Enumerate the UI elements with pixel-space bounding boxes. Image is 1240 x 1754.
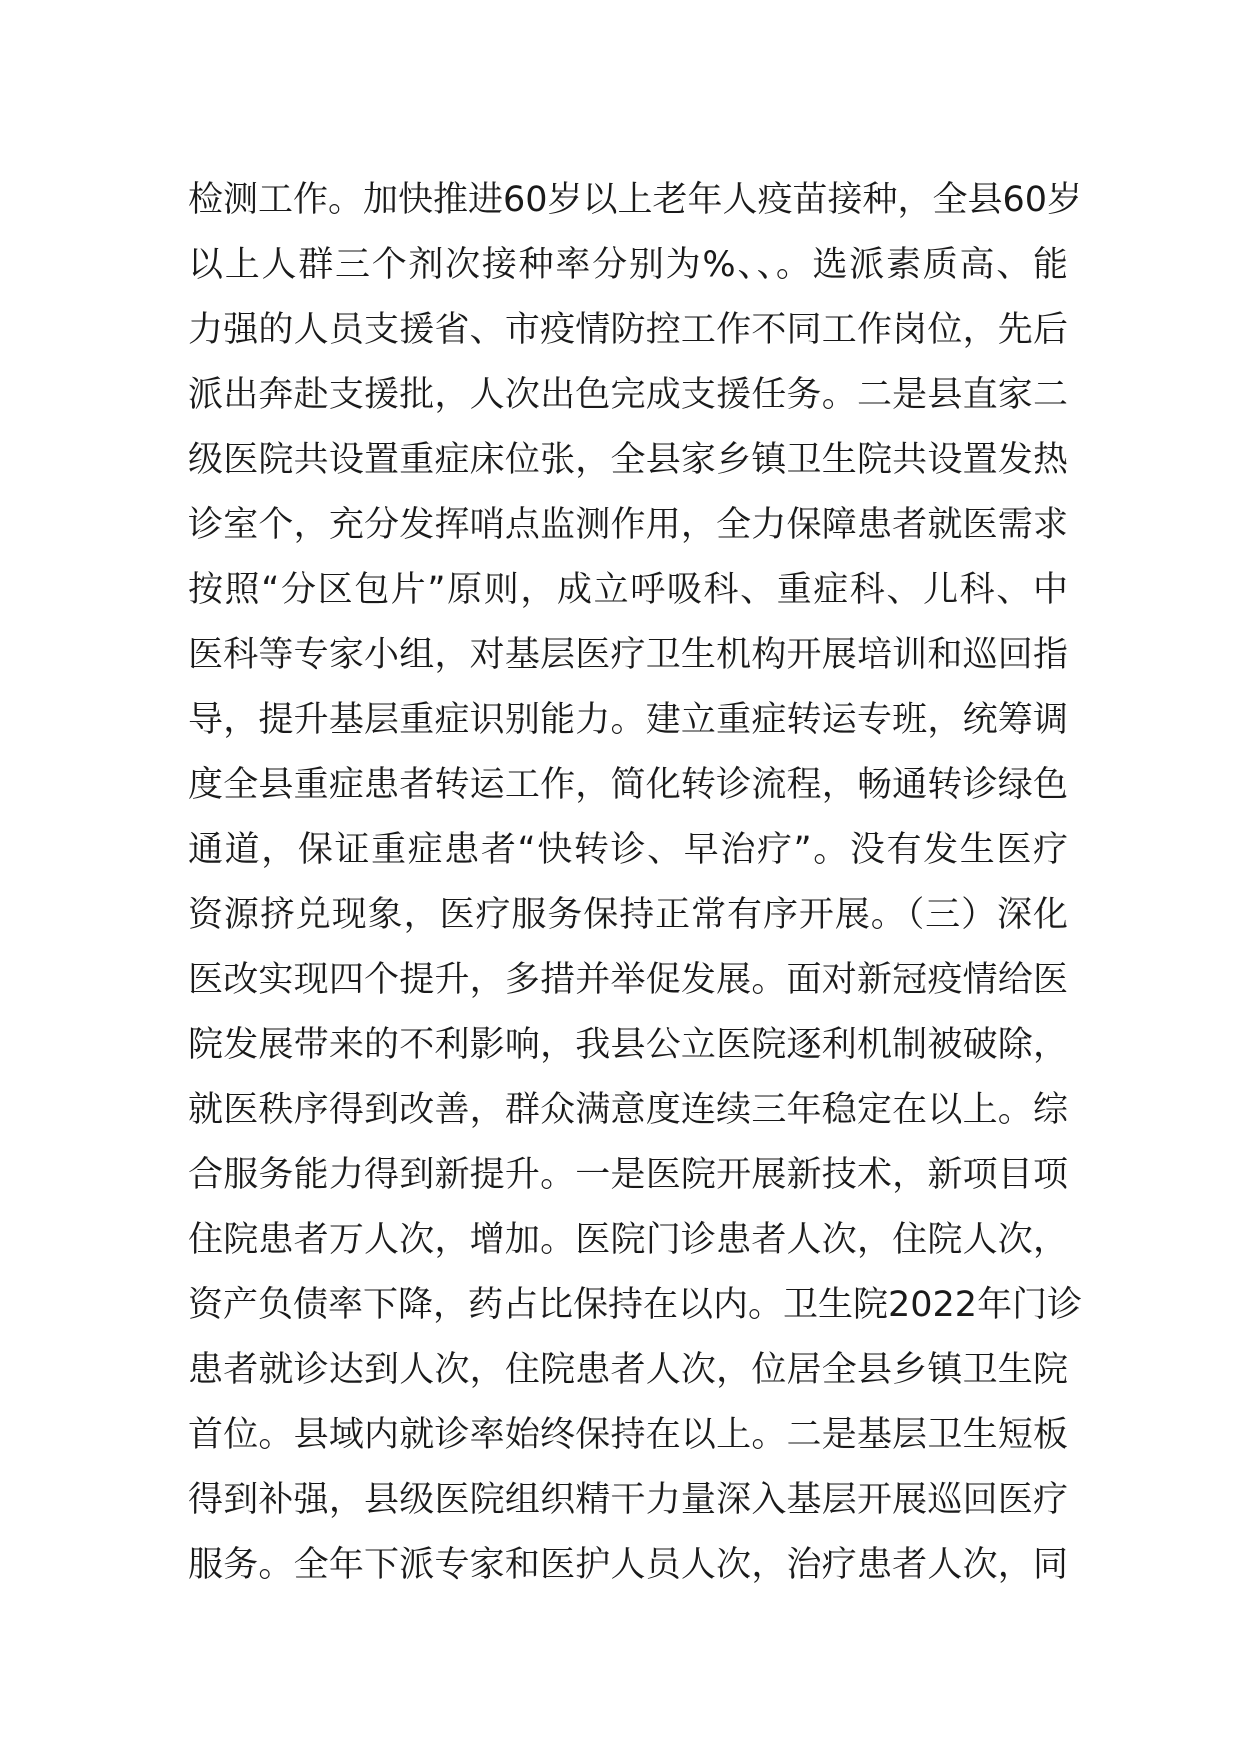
text-line: 住院患者万人次，增加。医院门诊患者人次，住院人次，	[188, 1220, 1068, 1260]
text-line: 院发展带来的不利影响，我县公立医院逐利机制被破除，	[188, 1025, 1068, 1065]
text-line: 导，提升基层重症识别能力。建立重症转运专班，统筹调	[188, 700, 1068, 740]
text-line: 合服务能力得到新提升。一是医院开展新技术，新项目项	[188, 1155, 1068, 1195]
text-line: 患者就诊达到人次，住院患者人次，位居全县乡镇卫生院	[188, 1350, 1068, 1390]
text-line: 力强的人员支援省、市疫情防控工作不同工作岗位，先后	[188, 310, 1068, 350]
text-line: 级医院共设置重症床位张，全县家乡镇卫生院共设置发热	[188, 440, 1068, 480]
text-line: 通道，保证重症患者“快转诊、早治疗”。没有发生医疗	[188, 830, 1068, 870]
text-line: 度全县重症患者转运工作，简化转诊流程，畅通转诊绿色	[188, 765, 1068, 805]
text-line: 服务。全年下派专家和医护人员人次，治疗患者人次，同	[188, 1545, 1068, 1585]
text-line: 就医秩序得到改善，群众满意度连续三年稳定在以上。综	[188, 1090, 1068, 1130]
text-line: 医改实现四个提升，多措并举促发展。面对新冠疫情给医	[188, 960, 1068, 1000]
text-line: 以上人群三个剂次接种率分别为%、、。选派素质高、能	[188, 245, 1068, 285]
text-line: 资源挤兑现象，医疗服务保持正常有序开展。（三）深化	[188, 895, 1068, 935]
text-line: 派出奔赴支援批，人次出色完成支援任务。二是县直家二	[188, 375, 1068, 415]
text-line: 按照“分区包片”原则，成立呼吸科、重症科、儿科、中	[188, 570, 1068, 610]
text-line: 检测工作。加快推进60岁以上老年人疫苗接种，全县60岁	[188, 180, 1083, 220]
text-line: 得到补强，县级医院组织精干力量深入基层开展巡回医疗	[188, 1480, 1068, 1520]
text-line: 资产负债率下降，药占比保持在以内。卫生院2022年门诊	[188, 1285, 1083, 1325]
text-line: 医科等专家小组，对基层医疗卫生机构开展培训和巡回指	[188, 635, 1068, 675]
body-text	[188, 168, 1083, 1598]
text-line: 诊室个，充分发挥哨点监测作用，全力保障患者就医需求	[188, 505, 1068, 545]
text-line: 首位。县域内就诊率始终保持在以上。二是基层卫生短板	[188, 1415, 1068, 1455]
